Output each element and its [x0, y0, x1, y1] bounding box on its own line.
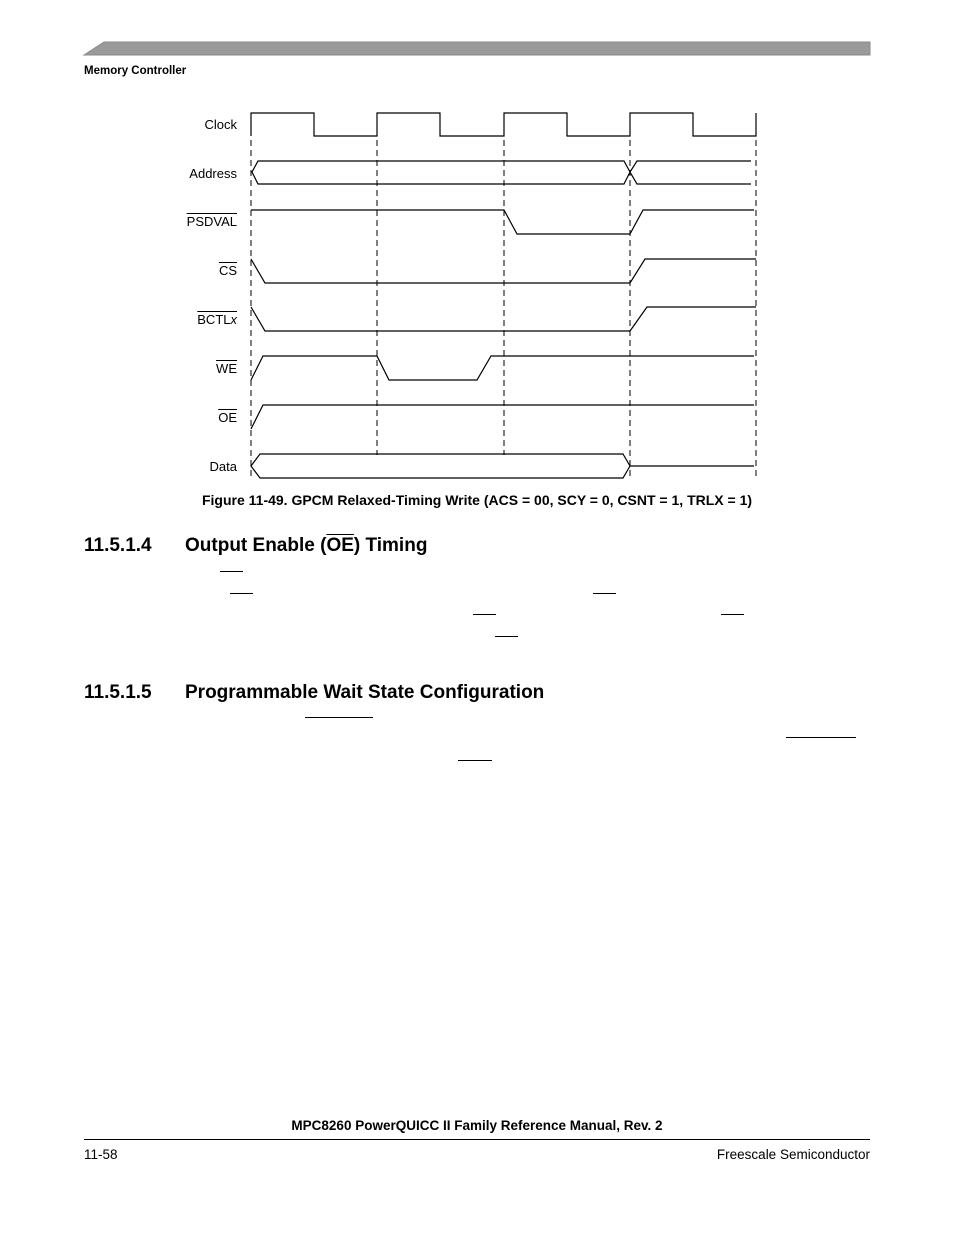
- timing-waveforms: [0, 100, 954, 485]
- company-name: Freescale Semiconductor: [716, 1147, 870, 1162]
- cycle-markers: [251, 140, 756, 478]
- signal-label-cs: $\overline{CS}$: [218, 263, 237, 278]
- section-number: 11.5.1.5: [84, 682, 152, 703]
- data-waveform: [251, 454, 754, 478]
- signal-label-we: $\overline{WE}$: [216, 361, 237, 376]
- clock-waveform: [251, 113, 756, 136]
- address-waveform: [252, 161, 751, 184]
- section-heading-wait-state: 11.5.1.5 Programmable Wait State Configuration: [84, 682, 545, 703]
- psdval-waveform: [251, 210, 754, 234]
- footer-divider: [84, 1139, 870, 1140]
- we-waveform: [251, 356, 754, 380]
- signal-label-clock: Clock: [204, 117, 237, 132]
- signal-label-bctlx: BCTLx: [197, 312, 237, 327]
- section-number: 11.5.1.4: [84, 535, 152, 556]
- page-header-bar: [0, 0, 954, 60]
- section-heading-oe-timing: 11.5.1.4 Output Enable $(\overline{OE})$ Timing: [84, 535, 428, 556]
- page-number: 11-58: [84, 1147, 118, 1162]
- signal-label-psdval: PSDVAL: [186, 214, 237, 229]
- signal-label-data: Data: [209, 459, 237, 474]
- manual-title: MPC8260 PowerQUICC II Family Reference Manual, Rev. 2: [291, 1118, 663, 1133]
- signal-label-oe: $\overline{OE}$: [218, 410, 237, 425]
- oe-waveform: [251, 405, 754, 429]
- running-header: Memory Controller: [84, 65, 187, 77]
- signal-label-address: Address: [189, 166, 237, 181]
- figure-caption: Figure 11-49. GPCM Relaxed-Timing Write (ACS = 00, SCY = 0, CSNT = 1, TRLX = 1): [201, 492, 753, 508]
